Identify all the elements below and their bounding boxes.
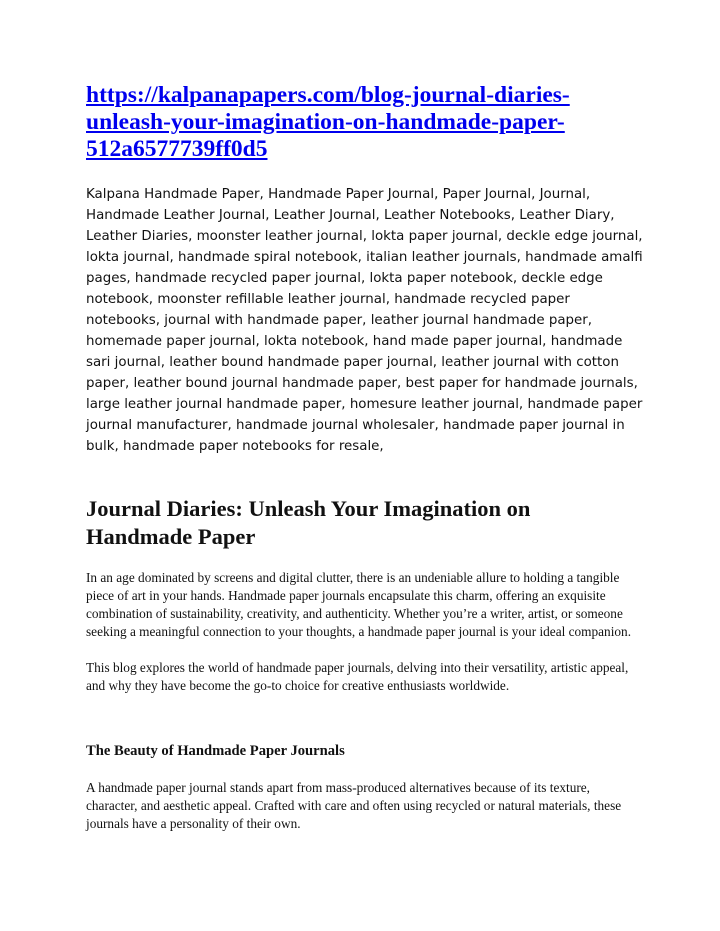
blog-url-link[interactable]: https://kalpanapapers.com/blog-journal-diaries-unleash-your-imagination-on-handmade-paper-512a6577739ff0d5: [86, 82, 570, 162]
keywords-paragraph: Kalpana Handmade Paper, Handmade Paper Journal, Paper Journal, Journal, Handmade Leather Journal, Leather Journal, Leather Notebooks, Leather Diary, Leather Diaries, moonster leather journal, lokta paper journal, deckle edge journal, lokta journal, handmade spiral notebook, italian leather journals, handmade amalfi pages, handmade recycled paper journal, lokta paper notebook, deckle edge notebook, moonster refillable leather journal, handmade recycled paper notebooks, journal with handmade paper, leather journal handmade paper, homemade paper journal, lokta notebook, hand made paper journal, handmade sari journal, leather bound handmade paper journal, leather journal with cotton paper, leather bound journal handmade paper, best paper for handmade journals, large leather journal handmade paper, homesure leather journal, handmade paper journal manufacturer, handmade journal wholesaler, handmade paper journal in bulk, handmade paper notebooks for resale,: [86, 187, 643, 454]
article-title: Journal Diaries: Unleash Your Imagination on Handmade Paper: [86, 496, 531, 549]
intro-paragraph-2: This blog explores the world of handmade paper journals, delving into their versatility, artistic appeal, and why they have become the go-to choice for creative enthusiasts worldwide.: [86, 660, 629, 693]
intro-paragraph-1: In an age dominated by screens and digital clutter, there is an undeniable allure to holding a tangible piece of art in your hands. Handmade paper journals encapsulate this charm, offering an exquisite combination of sustainability, creativity, and authenticity. Whether you’re a writer, artist, or someone seeking a meaningful connection to your thoughts, a handmade paper journal is your ideal companion.: [86, 570, 632, 639]
document-page: [86, 82, 646, 833]
section-heading-beauty: The Beauty of Handmade Paper Journals: [86, 743, 345, 759]
section-paragraph-beauty: A handmade paper journal stands apart from mass-produced alternatives because of its texture, character, and aesthetic appeal. Crafted with care and often using recycled or natural materials, these journals have a personality of their own.: [86, 780, 622, 831]
